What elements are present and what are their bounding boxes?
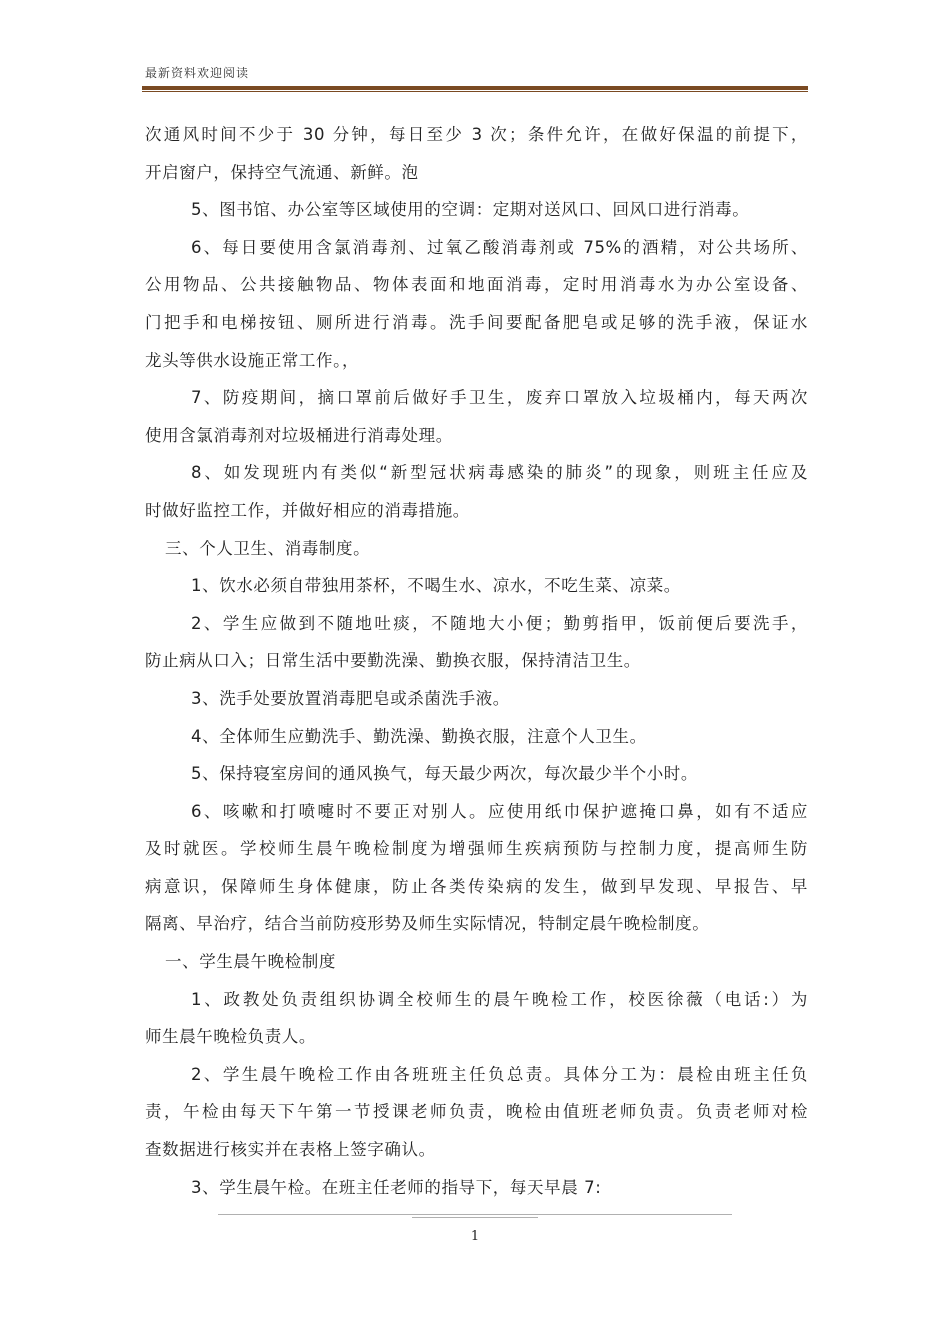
text-line: 7、防疫期间，摘口罩前后做好手卫生，废弃口罩放入垃圾桶内，每天两次 [191, 388, 808, 408]
text-line: 3、洗手处要放置消毒肥皂或杀菌洗手液。 [191, 688, 510, 708]
section-heading: 一、学生晨午晚检制度 [165, 952, 336, 972]
text-line: 2、学生应做到不随地吐痰，不随地大小便；勤剪指甲，饭前便后要洗手， [191, 613, 808, 633]
text-line: 龙头等供水设施正常工作。， [145, 350, 360, 370]
text-line: 6、每日要使用含氯消毒剂、过氧乙酸消毒剂或 75%的酒精，对公共场所、 [191, 237, 808, 257]
text-line: 8、如发现班内有类似“新型冠状病毒感染的肺炎”的现象，则班主任应及 [191, 463, 808, 483]
text-line: 开启窗户，保持空气流通、新鲜。泡 [145, 162, 419, 182]
text-line: 次通风时间不少于 30 分钟，每日至少 3 次；条件允许，在做好保温的前提下， [145, 125, 808, 144]
text-line: 门把手和电梯按钮、厕所进行消毒。洗手间要配备肥皂或足够的洗手液，保证水 [145, 312, 808, 332]
page-number: 1 [470, 1229, 480, 1244]
text-line: 使用含氯消毒剂对垃圾桶进行消毒处理。 [145, 425, 453, 445]
text-line: 病意识，保障师生身体健康，防止各类传染病的发生，做到早发现、早报告、早 [145, 876, 808, 896]
text-line: 5、图书馆、办公室等区域使用的空调：定期对送风口、回风口进行消毒。 [191, 200, 750, 220]
text-line: 1、政教处负责组织协调全校师生的晨午晚检工作，校医徐薇（电话:）为 [191, 989, 808, 1009]
text-line: 6、咳嗽和打喷嚏时不要正对别人。应使用纸巾保护遮掩口鼻，如有不适应 [191, 801, 808, 821]
text-line: 师生晨午晚检负责人。 [145, 1027, 316, 1047]
text-line: 4、全体师生应勤洗手、勤洗澡、勤换衣服，注意个人卫生。 [191, 726, 647, 746]
text-line: 责，午检由每天下午第一节授课老师负责，晚检由值班老师负责。负责老师对检 [145, 1102, 808, 1122]
text-line: 时做好监控工作，并做好相应的消毒措施。 [145, 500, 470, 520]
text-line: 公用物品、公共接触物品、物体表面和地面消毒，定时用消毒水为办公室设备、 [145, 275, 808, 295]
text-line: 防止病从口入；日常生活中要勤洗澡、勤换衣服，保持清洁卫生。 [145, 651, 641, 671]
document-body [145, 116, 808, 1206]
text-line: 2、学生晨午晚检工作由各班班主任负总责。具体分工为：晨检由班主任负 [191, 1064, 808, 1084]
page-header: 最新资料欢迎阅读 [145, 66, 250, 80]
header-divider-thin [142, 91, 808, 92]
text-line: 查数据进行核实并在表格上签字确认。 [145, 1140, 436, 1160]
text-line: 1、饮水必须自带独用茶杯，不喝生水、凉水，不吃生菜、凉菜。 [191, 576, 681, 596]
section-heading: 三、个人卫生、消毒制度。 [165, 538, 371, 558]
footer-divider [218, 1214, 732, 1215]
header-divider [142, 86, 808, 90]
text-line: 3、学生晨午检。在班主任老师的指导下，每天早晨 7: [191, 1177, 602, 1197]
text-line: 5、保持寝室房间的通风换气，每天最少两次，每次最少半个小时。 [191, 764, 698, 784]
text-line: 隔离、早治疗，结合当前防疫形势及师生实际情况，特制定晨午晚检制度。 [145, 914, 710, 934]
text-line: 及时就医。学校师生晨午晚检制度为增强师生疾病预防与控制力度，提高师生防 [145, 839, 808, 859]
footer-divider-short [412, 1217, 538, 1218]
